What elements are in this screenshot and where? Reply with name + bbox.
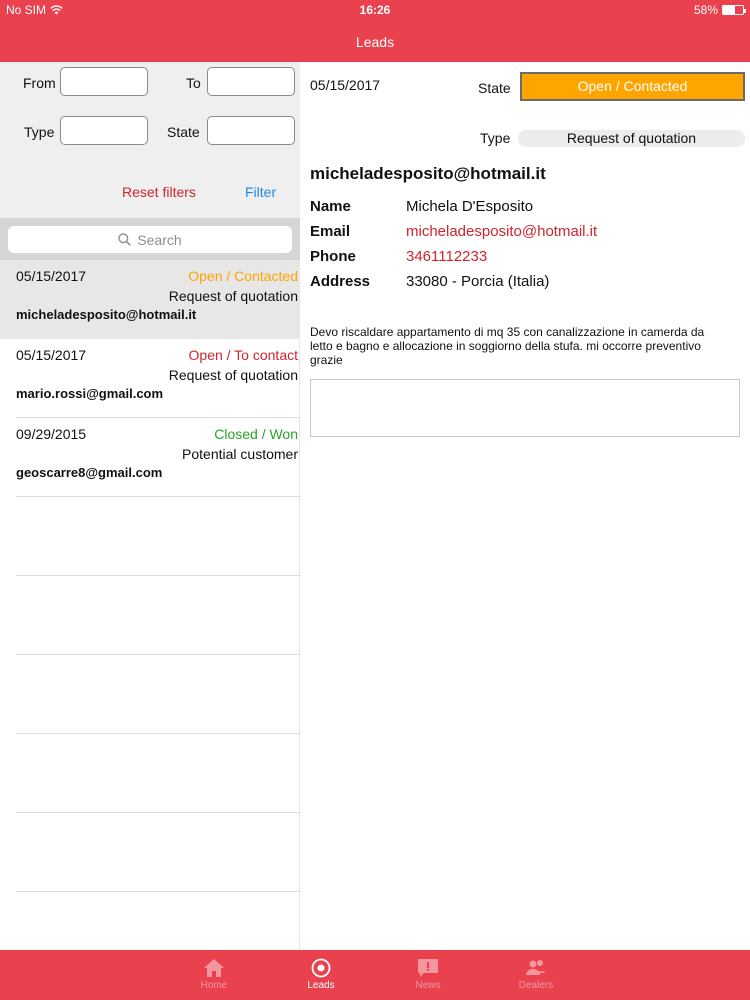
search-input[interactable] <box>8 226 292 253</box>
state-field[interactable] <box>207 116 295 145</box>
carrier-label: No SIM <box>6 3 47 17</box>
lead-notes: Devo riscaldare appartamento di mq 35 con canalizzazione in camerda da letto e bagno e allocazione in soggiorno della stufa. mi occorre preventivo grazie <box>310 325 705 367</box>
tab-leads-label: Leads <box>307 980 335 991</box>
leads-list <box>0 260 300 892</box>
email-link[interactable]: micheladesposito@hotmail.it <box>406 223 598 240</box>
tab-home-label: Home <box>200 980 228 991</box>
to-field[interactable] <box>207 67 295 96</box>
filter-button[interactable]: Filter <box>245 184 277 200</box>
lead-row[interactable] <box>0 339 300 418</box>
empty-row <box>0 734 300 813</box>
home-icon <box>203 958 225 978</box>
detail-type-value: Request of quotation <box>518 130 745 147</box>
battery-percent: 58% <box>693 3 718 17</box>
address-value: 33080 - Porcia (Italia) <box>406 273 550 290</box>
top-bar <box>0 0 750 62</box>
detail-state-label: State <box>478 80 511 96</box>
news-icon <box>417 958 439 978</box>
state-label: State <box>167 124 200 140</box>
from-label: From <box>23 75 56 91</box>
empty-row <box>0 655 300 734</box>
battery-icon <box>722 5 744 15</box>
page-title: Leads <box>355 34 395 50</box>
search-placeholder: Search <box>137 231 182 248</box>
lead-type: Potential customer <box>182 446 298 462</box>
type-label: Type <box>24 124 55 140</box>
from-field[interactable] <box>60 67 148 96</box>
empty-row <box>0 576 300 655</box>
search-icon <box>118 233 131 246</box>
lead-date: 05/15/2017 <box>16 268 87 284</box>
lead-email: mario.rossi@gmail.com <box>16 386 164 401</box>
name-label: Name <box>310 198 351 215</box>
email-label: Email <box>310 223 351 240</box>
lead-state: Closed / Won <box>214 426 298 442</box>
type-field[interactable] <box>60 116 148 145</box>
tab-news-label: News <box>415 980 441 991</box>
lead-email: micheladesposito@hotmail.it <box>16 307 197 322</box>
tab-dealers[interactable] <box>501 950 571 1000</box>
lead-date: 09/29/2015 <box>16 426 87 442</box>
tab-dealers-label: Dealers <box>518 980 554 991</box>
lead-row[interactable] <box>0 418 300 497</box>
tab-bar <box>0 950 750 1000</box>
search-bar <box>0 218 300 260</box>
notes-input[interactable] <box>310 379 740 437</box>
detail-date: 05/15/2017 <box>310 77 381 93</box>
empty-row <box>0 813 300 892</box>
leads-list-panel <box>0 62 300 950</box>
name-value: Michela D'Esposito <box>406 198 534 215</box>
empty-row <box>0 497 300 576</box>
phone-link[interactable]: 3461112233 <box>406 248 488 265</box>
target-icon <box>310 958 332 978</box>
lead-detail-panel <box>300 62 750 950</box>
address-label: Address <box>310 273 371 290</box>
people-icon <box>525 958 547 978</box>
phone-label: Phone <box>310 248 356 265</box>
tab-news[interactable] <box>393 950 463 1000</box>
reset-filters-button[interactable]: Reset filters <box>122 184 196 200</box>
lead-type: Request of quotation <box>168 288 298 304</box>
lead-row[interactable] <box>0 260 300 339</box>
status-time: 16:26 <box>359 3 391 17</box>
lead-state: Open / To contact <box>188 347 298 363</box>
row-divider <box>16 891 300 892</box>
tab-home[interactable] <box>179 950 249 1000</box>
detail-title-email: micheladesposito@hotmail.it <box>310 164 546 183</box>
lead-state: Open / Contacted <box>188 268 298 284</box>
lead-email: geoscarre8@gmail.com <box>16 465 163 480</box>
battery-fill <box>723 6 735 14</box>
lead-type: Request of quotation <box>168 367 298 383</box>
lead-date: 05/15/2017 <box>16 347 87 363</box>
detail-state-selector[interactable]: Open / Contacted <box>520 72 745 101</box>
to-label: To <box>186 75 201 91</box>
filters-panel <box>0 62 300 218</box>
status-right <box>694 3 744 17</box>
detail-type-label: Type <box>480 130 511 146</box>
tab-leads[interactable] <box>286 950 356 1000</box>
